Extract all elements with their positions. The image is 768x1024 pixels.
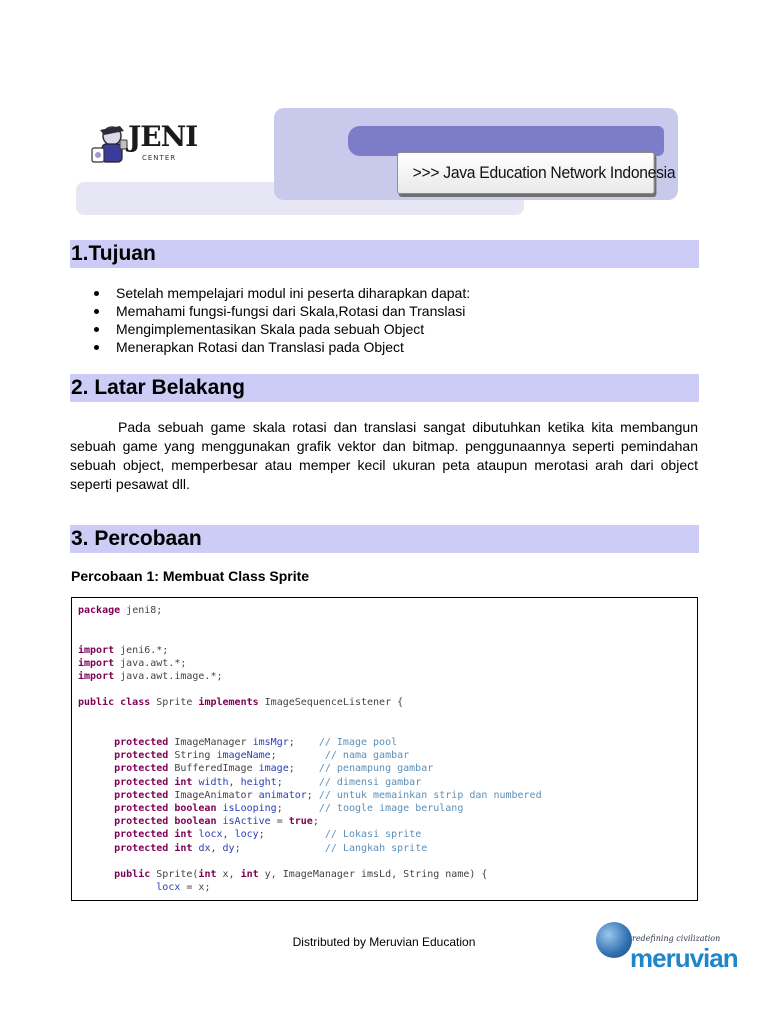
code-token: ; xyxy=(270,750,325,762)
code-line xyxy=(78,789,697,802)
code-token: Sprite xyxy=(150,697,199,709)
logo-subtext: CENTER xyxy=(142,154,177,162)
brand-tagline: redefining civilization xyxy=(632,934,721,943)
code-token: protected boolean xyxy=(114,803,217,815)
code-token: import xyxy=(78,671,115,683)
code-token: locy xyxy=(234,829,259,841)
code-token: dx xyxy=(198,842,211,854)
experiment-subtitle: Percobaan 1: Membuat Class Sprite xyxy=(71,568,310,584)
code-line xyxy=(78,683,697,696)
code-token: public xyxy=(114,869,151,881)
code-token: , xyxy=(210,842,223,854)
goals-list xyxy=(92,284,470,356)
code-token: protected boolean xyxy=(114,816,217,828)
code-line xyxy=(78,881,697,894)
code-token: protected int xyxy=(114,842,193,854)
code-token xyxy=(78,882,156,893)
code-token: int xyxy=(240,869,259,881)
code-line xyxy=(78,710,697,723)
code-token: ImageManager xyxy=(168,737,253,749)
code-token: package xyxy=(78,605,121,616)
code-token xyxy=(78,777,114,788)
code-line xyxy=(78,670,697,683)
code-line xyxy=(78,604,697,617)
code-token xyxy=(78,843,114,854)
code-token: // penampung gambar xyxy=(318,763,434,775)
code-token: ; xyxy=(306,789,319,801)
code-token: ; xyxy=(288,737,319,749)
code-token: ; xyxy=(276,776,319,788)
code-token: // Lokasi sprite xyxy=(324,829,422,841)
code-token: animator xyxy=(258,789,307,801)
list-item: Setelah mempelajari modul ini peserta diharapkan dapat: xyxy=(92,284,470,302)
code-token xyxy=(78,816,114,827)
code-token: x, xyxy=(216,869,241,881)
code-line xyxy=(78,630,697,643)
section-heading-tujuan: 1.Tujuan xyxy=(70,240,699,268)
code-line xyxy=(78,776,697,789)
section-heading-latar-belakang: 2. Latar Belakang xyxy=(70,374,699,402)
code-token: ; xyxy=(312,816,319,828)
code-token: protected xyxy=(114,789,169,801)
code-token: imsMgr xyxy=(252,737,289,749)
code-token: String xyxy=(168,750,217,762)
code-token: ; xyxy=(258,829,325,841)
code-token: protected xyxy=(114,737,169,749)
code-token xyxy=(78,737,114,748)
code-token xyxy=(78,829,114,840)
code-line xyxy=(78,644,697,657)
code-token: image xyxy=(258,763,289,775)
code-token: int xyxy=(198,869,217,881)
code-token: width xyxy=(198,776,229,788)
code-line xyxy=(78,657,697,670)
code-line xyxy=(78,868,697,881)
code-line xyxy=(78,842,697,855)
code-line xyxy=(78,749,697,762)
code-token: height xyxy=(240,776,277,788)
code-token: jeni8; xyxy=(120,605,163,616)
code-token: public class xyxy=(78,697,151,709)
code-line xyxy=(78,828,697,841)
code-line xyxy=(78,815,697,828)
code-token: true xyxy=(288,816,313,828)
code-token: // Image pool xyxy=(318,737,398,749)
mascot-icon xyxy=(90,122,130,168)
code-token: // dimensi gambar xyxy=(318,776,422,788)
code-token: protected xyxy=(114,750,169,762)
code-token: isLooping xyxy=(222,803,277,815)
code-token: protected int xyxy=(114,776,193,788)
code-token: // Langkah sprite xyxy=(324,842,428,854)
code-token: ; xyxy=(288,763,319,775)
code-token: protected int xyxy=(114,829,193,841)
code-token xyxy=(78,790,114,801)
code-token: import xyxy=(78,657,115,669)
code-line xyxy=(78,762,697,775)
list-item: Memahami fungsi-fungsi dari Skala,Rotasi dan Translasi xyxy=(92,302,470,320)
code-line xyxy=(78,617,697,630)
header-banner xyxy=(0,0,768,230)
meruvian-logo xyxy=(596,920,736,976)
list-item: Mengimplementasikan Skala pada sebuah Object xyxy=(92,320,470,338)
list-item: Menerapkan Rotasi dan Translasi pada Object xyxy=(92,338,470,356)
code-box xyxy=(71,597,698,901)
code-token: ImageSequenceListener { xyxy=(258,697,404,709)
code-token: ImageAnimator xyxy=(168,789,259,801)
code-token: dy xyxy=(222,842,235,854)
code-token: imageName xyxy=(216,750,271,762)
code-token: ; xyxy=(234,842,325,854)
logo-text: JENI xyxy=(128,120,198,153)
code-token xyxy=(78,869,114,880)
code-line xyxy=(78,855,697,868)
code-token: y, ImageManager imsLd, String name) { xyxy=(258,869,488,881)
code-token: = xyxy=(270,816,289,828)
footer-distributed-text: Distributed by Meruvian Education xyxy=(292,935,476,949)
code-token: locx xyxy=(198,829,223,841)
code-token: // untuk memainkan strip dan numbered xyxy=(318,789,542,801)
code-token: // toogle image berulang xyxy=(318,803,464,815)
code-token: ; xyxy=(276,803,319,815)
code-token: isActive xyxy=(222,816,271,828)
code-token: jeni6.*; xyxy=(114,644,169,656)
section-heading-percobaan: 3. Percobaan xyxy=(70,525,699,553)
banner-title: >>> Java Education Network Indonesia xyxy=(397,152,655,194)
code-token: import xyxy=(78,644,115,656)
code-token: Sprite( xyxy=(150,869,199,881)
brand-name: meruvian xyxy=(630,943,738,973)
code-listing xyxy=(78,604,697,894)
code-token: java.awt.image.*; xyxy=(114,671,223,683)
code-token: BufferedImage xyxy=(168,763,259,775)
globe-icon xyxy=(596,922,632,958)
jeni-logo xyxy=(90,120,200,170)
code-line xyxy=(78,723,697,736)
code-token: , xyxy=(228,776,241,788)
code-token xyxy=(78,803,114,814)
background-paragraph: Pada sebuah game skala rotasi dan translasi sangat dibutuhkan ketika kita membangun sebuah game yang menggunakan grafik vektor dan bitmap. penggunaannya seperti pemindahan sebuah object, memperbesar atau memper kecil ukuran peta ataupun merotasi arah dari object seperti pesawat dll. xyxy=(70,419,698,492)
code-token xyxy=(78,763,114,774)
code-token: locx xyxy=(156,882,181,894)
code-token: implements xyxy=(198,697,259,709)
code-token xyxy=(78,750,114,761)
code-token: java.awt.*; xyxy=(114,657,187,669)
code-line xyxy=(78,802,697,815)
code-line xyxy=(78,736,697,749)
code-token: // nama gambar xyxy=(324,750,410,762)
code-line xyxy=(78,696,697,709)
code-token: protected xyxy=(114,763,169,775)
code-token: , xyxy=(222,829,235,841)
code-token: = x; xyxy=(180,882,211,894)
